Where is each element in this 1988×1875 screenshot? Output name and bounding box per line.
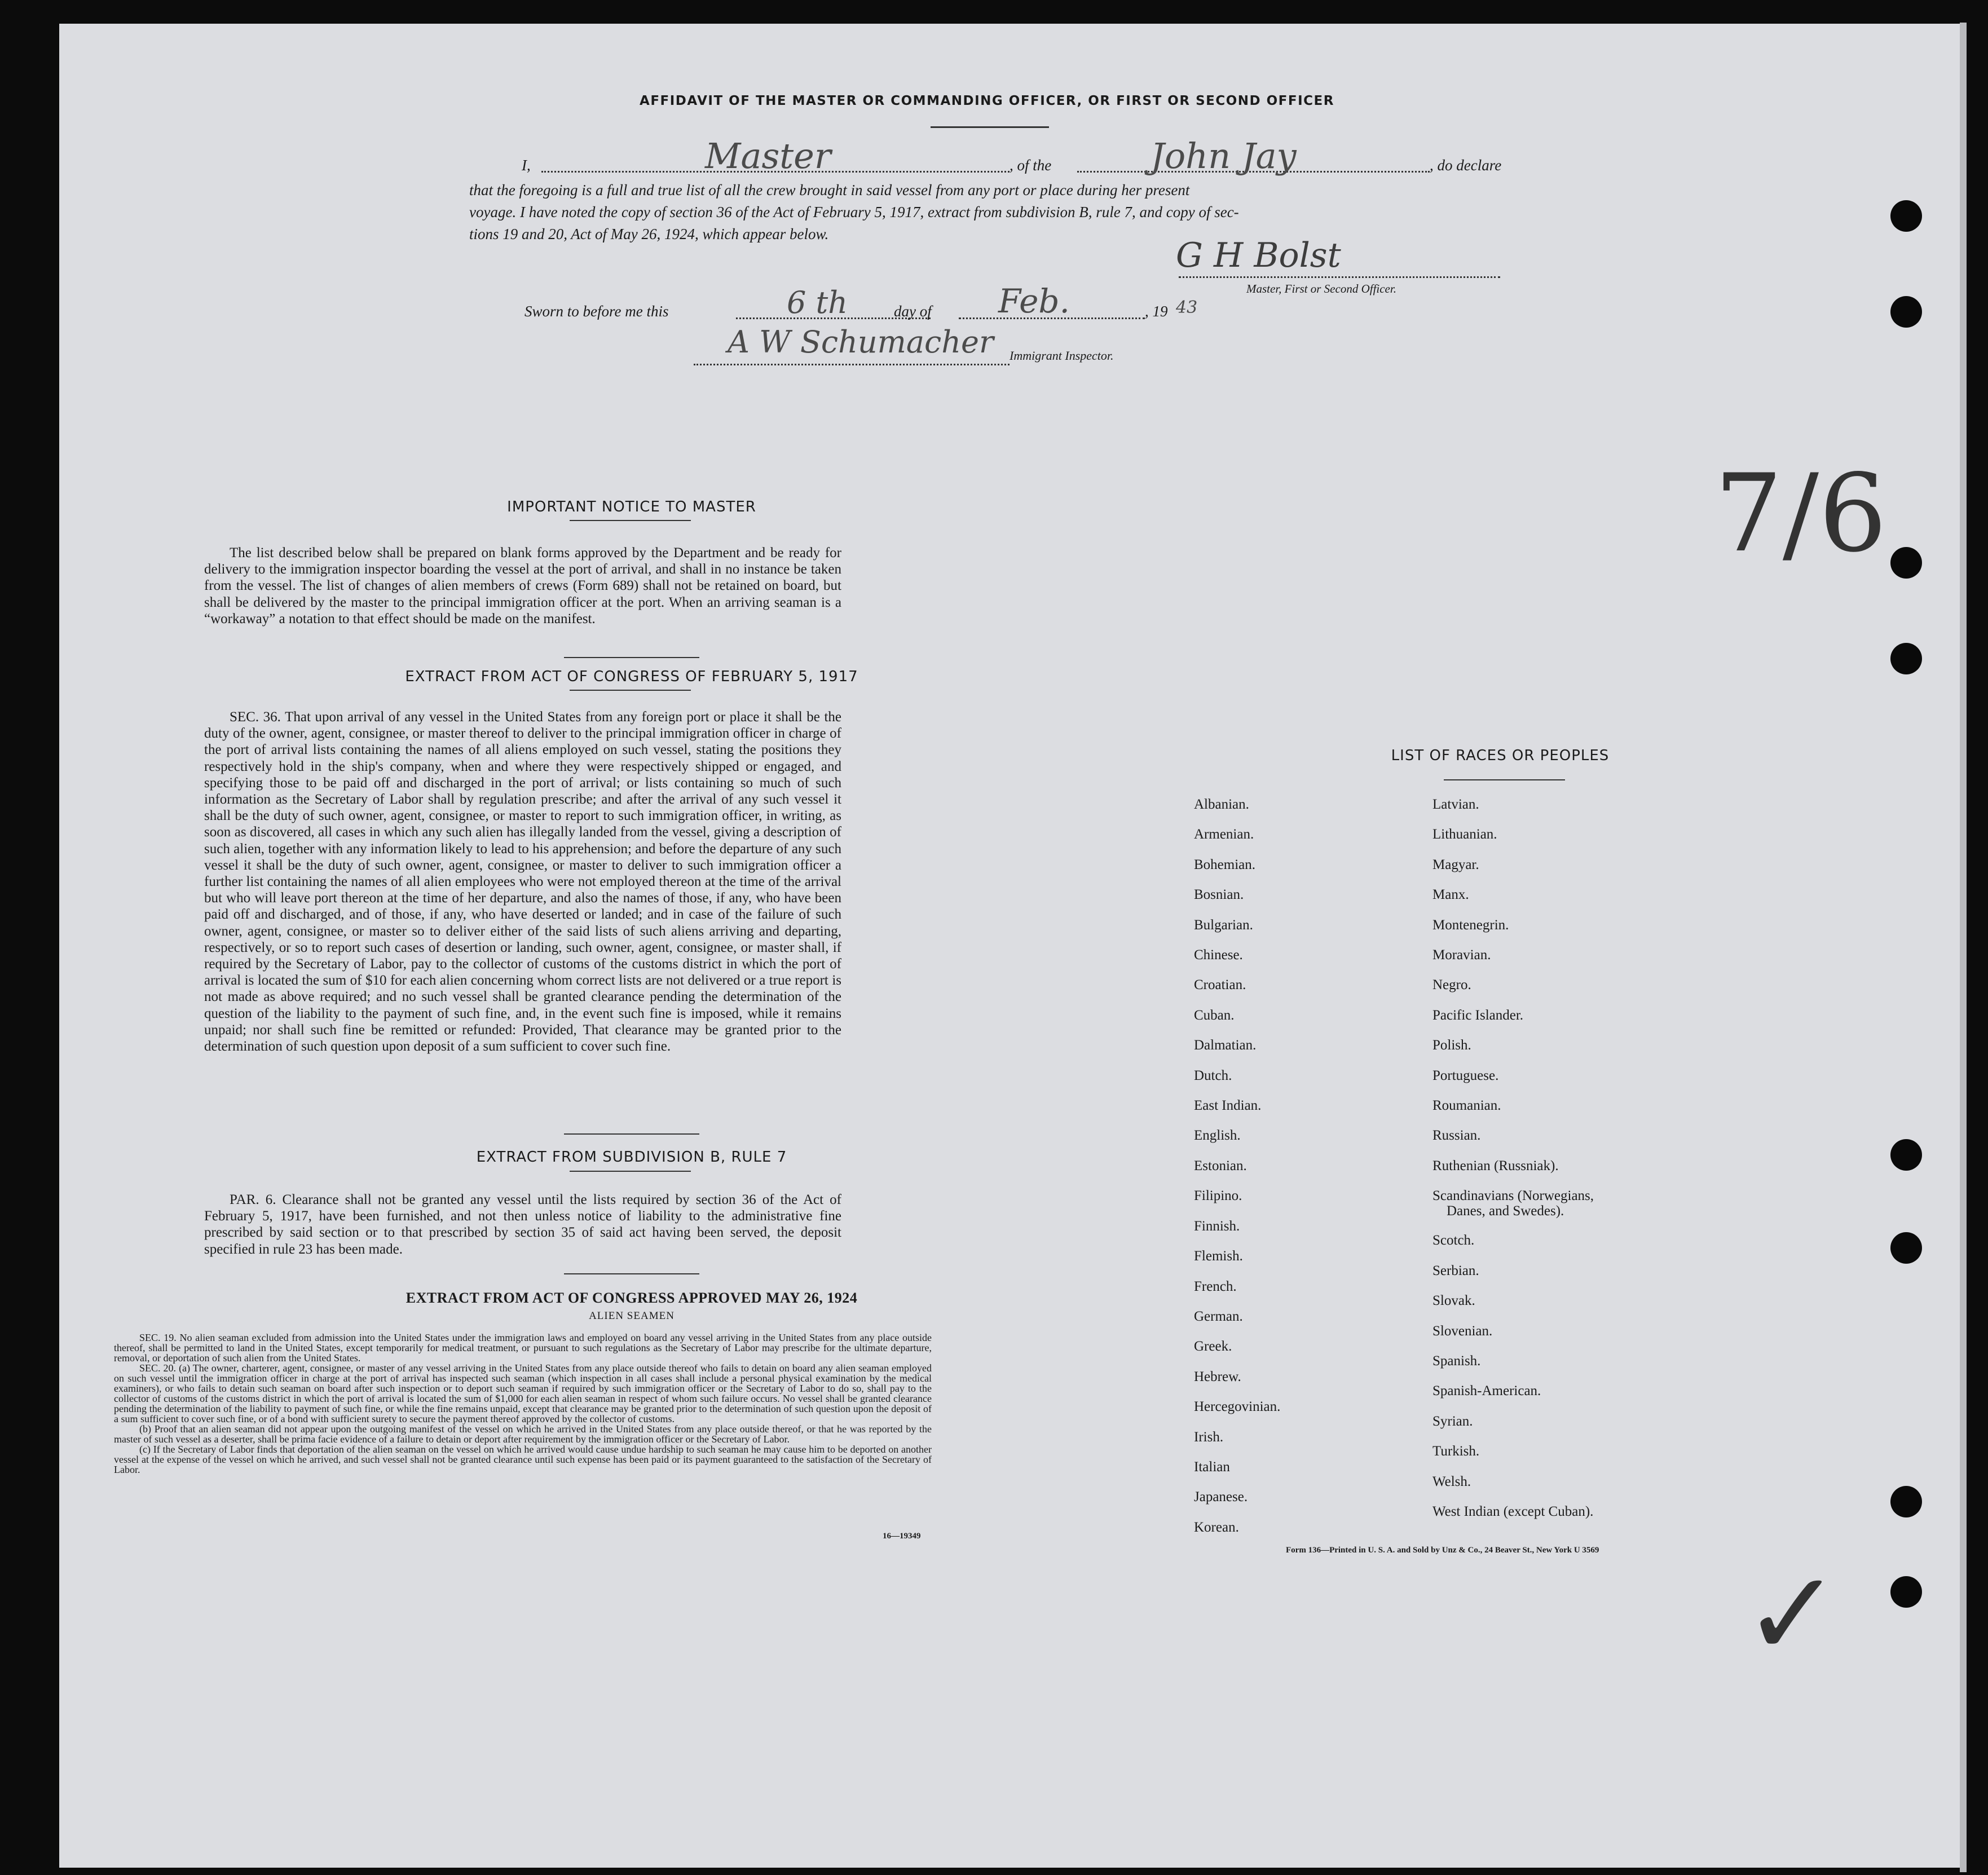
punch-hole [1890, 1576, 1922, 1608]
race-item: Serbian. [1432, 1263, 1479, 1278]
race-item: Negro. [1432, 977, 1471, 993]
year-handwriting: 43 [1176, 298, 1198, 317]
act-1917-text [204, 709, 841, 1055]
race-item: Montenegrin. [1432, 917, 1509, 933]
race-item: Slovenian. [1432, 1323, 1493, 1339]
rule7-title-rule [570, 1171, 691, 1172]
act-1924-text [114, 1333, 932, 1475]
race-item: Scandinavians (Norwegians, Danes, and Swedes). [1432, 1188, 1594, 1219]
act-1924-subtitle: ALIEN SEAMEN [589, 1310, 675, 1322]
race-item: East Indian. [1194, 1098, 1262, 1114]
form-footer: Form 136—Printed in U. S. A. and Sold by Unz & Co., 24 Beaver St., New York U 3569 [1286, 1546, 1599, 1555]
race-item: Scotch. [1432, 1233, 1475, 1248]
race-item: Spanish-American. [1432, 1383, 1541, 1399]
affidavit-do-declare: , do declare [1430, 157, 1502, 174]
name-handwriting: Master [705, 135, 831, 177]
race-item: Spanish. [1432, 1353, 1481, 1369]
rule7-text [204, 1192, 841, 1258]
sec-36-paragraph: SEC. 36. That upon arrival of any vessel in the United States from any foreign port or place it shall be the duty of the owner, agent, consignee, or master thereof to deliver to the principal immigration officer in charge of the port of arrival lists containing the names of all aliens employed on such vessel, stating the positions they respectively hold in the ship's company, when and where they were respectively shipped or engaged, and specifying those to be paid off and discharged in the port of arrival; or lists containing so much of such information as the Secretary of Labor shall by regulation prescribe; and after the arrival of any such vessel it shall be the duty of such owner, agent, consignee, or master to report to such immigration officer, in writing, as soon as discovered, all cases in which any such alien has illegally landed from the vessel, giving a description of such alien, together with any information likely to lead to his apprehension; and before the departure of any such vessel it shall be the duty of such owner, agent, consignee, or master to deliver to such immigration officer a further list containing the names of all alien employees who were not employed thereon at the time of the arrival but who will leave port thereon at the time of her departure, and also the names of those, if any, who have been paid off and discharged, and of those, if any, who have deserted or landed; and in case of the failure of such owner, agent, consignee, or master so to deliver either of the said lists of such aliens arriving and departing, respectively, or so to report such cases of desertion or landing, such owner, agent, consignee, or master shall, if required by the Secretary of Labor, pay to the collector of customs of the customs district in which the port of arrival is located the sum of $10 for each alien concerning whom correct lists are not delivered or a true report is not made as above required; and no such vessel shall be granted clearance pending the determination of the question of the liability to the payment of such fine, and, in the event such fine is imposed, while it remains unpaid; nor shall such fine be remitted or refunded: Provided, That clearance may be granted prior to the determination of such question upon deposit of a sum sufficient to cover such fine. [204, 709, 841, 1055]
race-item: Roumanian. [1432, 1098, 1501, 1114]
title-rule [931, 126, 1049, 128]
signature-blank [1179, 276, 1500, 278]
race-item: Hercegovinian. [1194, 1399, 1281, 1415]
signature-caption: Master, First or Second Officer. [1246, 282, 1396, 295]
race-item: Estonian. [1194, 1158, 1247, 1173]
inspector-handwriting: A W Schumacher [728, 324, 994, 360]
race-item: Croatian. [1194, 977, 1246, 993]
inspector-caption: Immigrant Inspector. [1010, 348, 1114, 363]
year-prefix: , 19 [1145, 303, 1168, 320]
margin-fraction-note: 7/6 [1714, 451, 1887, 576]
declaration-line-3: tions 19 and 20, Act of May 26, 1924, which appear below. [469, 226, 829, 242]
race-item: Finnish. [1194, 1218, 1240, 1234]
race-item: Slovak. [1432, 1293, 1475, 1309]
race-item: Armenian. [1194, 827, 1254, 842]
sec-20c-paragraph: (c) If the Secretary of Labor finds that deportation of the alien seaman on the vessel on which he arrived would cause undue hardship to such seaman he may cause him to be deported on another vessel at the expense of the vessel on which he arrived, and such vessel shall not be granted clearance until such expense has been paid or its payment guaranteed to the satisfaction of the Secretary of Labor. [114, 1444, 932, 1475]
punch-hole [1890, 1486, 1922, 1517]
race-item: English. [1194, 1128, 1241, 1144]
race-item: Manx. [1432, 887, 1469, 903]
inspector-blank [694, 364, 1010, 365]
race-item: Turkish. [1432, 1444, 1480, 1459]
race-item: Pacific Islander. [1432, 1007, 1524, 1023]
punch-hole [1890, 547, 1922, 579]
race-item: French. [1194, 1278, 1237, 1294]
section-divider [564, 1273, 699, 1274]
page-edge [1960, 23, 1967, 1872]
month-handwriting: Feb. [998, 282, 1070, 320]
race-item: Japanese. [1194, 1489, 1248, 1505]
race-item: Portuguese. [1432, 1067, 1499, 1083]
sec-20b-paragraph: (b) Proof that an alien seaman did not appear upon the outgoing manifest of the vessel on which he arrived in the United States from any place outside thereof, or that he was reported by the master of such vessel as a deserter, shall be prima facie evidence of a failure to detain or deport after requirement by the immigration officer or the Secretary of Labor. [114, 1423, 932, 1445]
races-title-rule [1444, 779, 1565, 780]
punch-hole [1890, 200, 1922, 232]
punch-hole [1890, 296, 1922, 328]
vessel-handwriting: John Jay [1151, 135, 1297, 177]
races-right-column [1432, 789, 1703, 1527]
race-item: Hebrew. [1194, 1369, 1241, 1384]
day-handwriting: 6 th [787, 285, 848, 320]
race-item: German. [1194, 1308, 1243, 1324]
race-item: Russian. [1432, 1128, 1481, 1144]
affidavit-i-label: I, [522, 157, 531, 174]
notice-title-rule [570, 520, 691, 521]
race-item: Filipino. [1194, 1188, 1242, 1204]
race-item: Chinese. [1194, 947, 1243, 963]
act-1917-title: EXTRACT FROM ACT OF CONGRESS OF FEBRUARY 5, 1917 [405, 668, 858, 685]
notice-title: IMPORTANT NOTICE TO MASTER [507, 498, 756, 515]
races-left-column [1194, 789, 1408, 1542]
sec-20a-paragraph: SEC. 20. (a) The owner, charterer, agent, consignee, or master of any vessel arriving in the United States from any place outside thereof who fails to detain on board any alien seaman employed on such vessel until the immigration officer in charge at the port of arrival has inspected such seaman (which inspection in all cases shall include a personal physical examination by the medical examiners), or who fails to detain such seaman on board after such inspection or to deport such seaman if required by such immigration officer or the Secretary of Labor to do so, shall pay to the collector of customs of the customs district in which the port of arrival is located the sum of $1,000 for each alien seaman in respect of whom such failure occurs. No vessel shall be granted clearance pending the determination of the liability to payment of such fine, or while the fine remains unpaid, except that clearance may be granted prior to the determination of such question upon the deposit of a sum sufficient to cover such fine, or of a bond with sufficient surety to secure the payment thereof approved by the collector of customs. [114, 1362, 932, 1424]
race-item: Latvian. [1432, 797, 1479, 812]
day-of-label: day of [894, 303, 932, 320]
race-item: Korean. [1194, 1519, 1239, 1535]
races-title: LIST OF RACES OR PEOPLES [1391, 747, 1610, 764]
notice-paragraph: The list described below shall be prepared on blank forms approved by the Department and be ready for delivery to the immigration inspector boarding the vessel at the port of arrival, and shall in no instance be taken from the vessel. The list of changes of alien members of crews (Form 689) shall not be retained on board, but shall be delivered by the master to the principal immigration officer at the port. When an arriving seaman is a “workaway” a notation to that effect should be made on the manifest. [204, 545, 841, 627]
race-item: Dutch. [1194, 1067, 1232, 1083]
par-6-paragraph: PAR. 6. Clearance shall not be granted any vessel until the lists required by section 36 of the Act of February 5, 1917, have been furnished, and not then unless notice of liability to the administrative fine prescribed by said section or to that prescribed by section 35 of said act having been served, the deposit specified in rule 23 has been made. [204, 1192, 841, 1257]
race-item: Magyar. [1432, 857, 1479, 872]
declaration-line-2: voyage. I have noted the copy of section 36 of the Act of February 5, 1917, extract from subdivision B, rule 7, and copy of sec- [469, 204, 1239, 220]
race-item: West Indian (except Cuban). [1432, 1503, 1594, 1519]
race-item: Albanian. [1194, 797, 1249, 812]
race-item: Bosnian. [1194, 887, 1244, 903]
section-divider [564, 1133, 699, 1135]
race-item: Welsh. [1432, 1473, 1471, 1489]
race-item: Irish. [1194, 1429, 1224, 1445]
race-item: Flemish. [1194, 1248, 1243, 1264]
form-number: 16—19349 [883, 1532, 921, 1541]
notice-text [204, 545, 841, 627]
sec-19-paragraph: SEC. 19. No alien seaman excluded from admission into the United States under the immigration laws and employed on board any vessel arriving in the United States from any place outside thereof, shall be permitted to land in the United States, except temporarily for medical treatment, or pursuant to such regulations as the Secretary of Labor may prescribe for the ultimate departure, removal, or deportation of such alien from the United States. [114, 1332, 932, 1364]
race-item: Dalmatian. [1194, 1038, 1257, 1053]
punch-hole [1890, 1232, 1922, 1264]
race-item: Italian [1194, 1459, 1230, 1475]
punch-hole [1890, 1139, 1922, 1171]
race-item: Bulgarian. [1194, 917, 1253, 933]
act-1917-title-rule [570, 690, 691, 691]
affidavit-of-the-label: , of the [1010, 157, 1052, 174]
race-item: Ruthenian (Russniak). [1432, 1158, 1559, 1173]
race-item: Syrian. [1432, 1413, 1473, 1429]
rule7-title: EXTRACT FROM SUBDIVISION B, RULE 7 [476, 1149, 787, 1166]
race-item: Cuban. [1194, 1007, 1235, 1023]
race-item: Lithuanian. [1432, 827, 1497, 842]
margin-check-mark: ✓ [1743, 1545, 1842, 1683]
race-item: Polish. [1432, 1038, 1471, 1053]
race-item: Greek. [1194, 1339, 1232, 1355]
affidavit-title: AFFIDAVIT OF THE MASTER OR COMMANDING OFFICER, OR FIRST OR SECOND OFFICER [640, 94, 1334, 108]
race-item: Bohemian. [1194, 857, 1256, 872]
act-1924-title: EXTRACT FROM ACT OF CONGRESS APPROVED MAY 26, 1924 [405, 1290, 858, 1306]
sworn-label: Sworn to before me this [524, 303, 669, 320]
declaration-line-1: that the foregoing is a full and true list of all the crew brought in said vessel from any port or place during her present [469, 182, 1190, 198]
race-item: Moravian. [1432, 947, 1491, 963]
signature-handwriting: G H Bolst [1176, 236, 1341, 275]
punch-hole [1890, 643, 1922, 674]
section-divider [564, 657, 699, 658]
